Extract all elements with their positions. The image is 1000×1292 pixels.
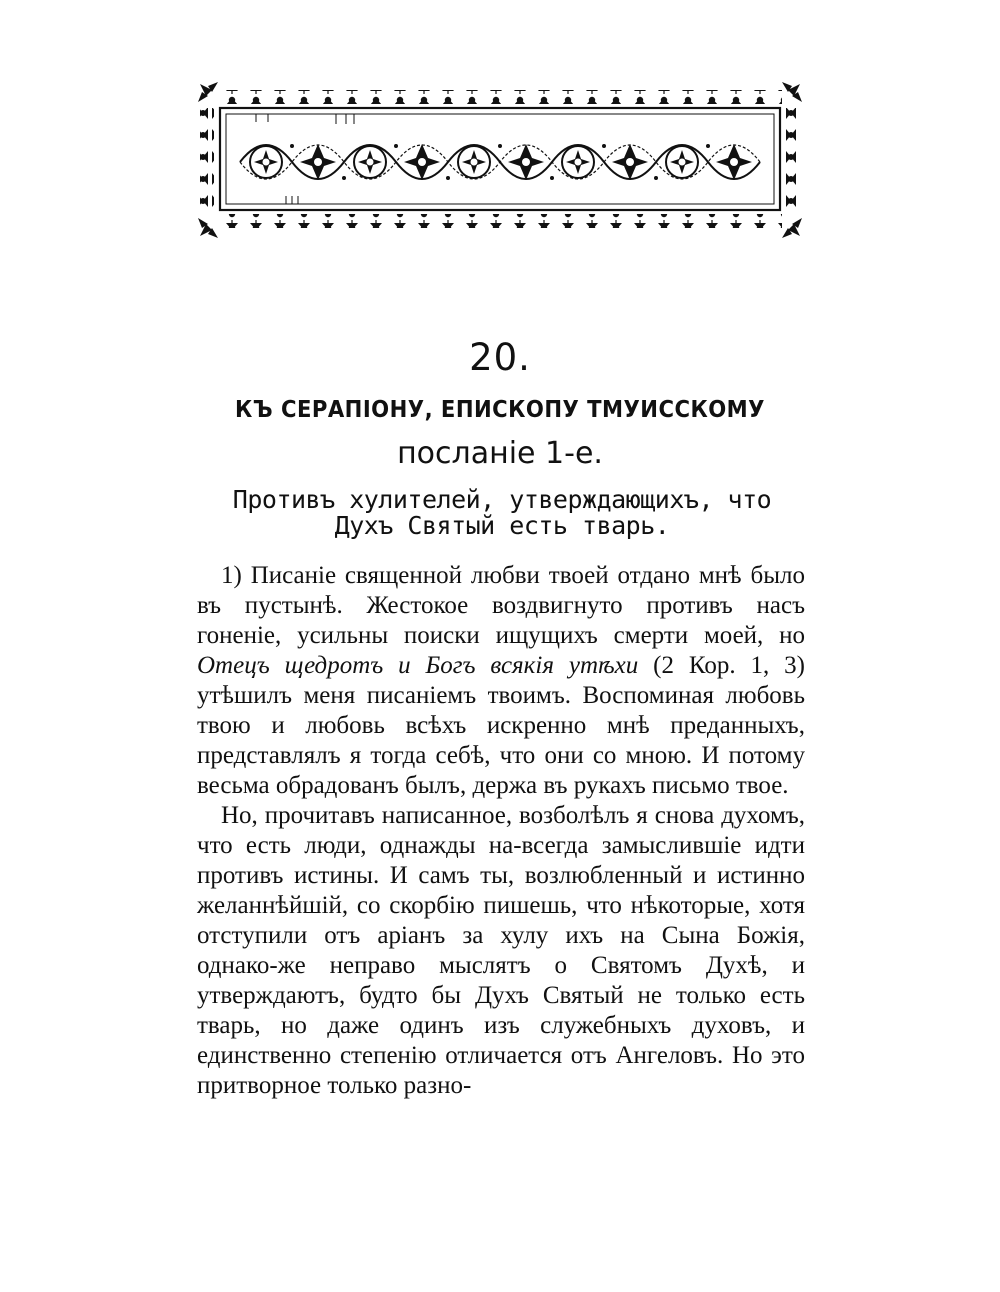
paragraph-1-text-b: (2 Кор. 1, 3) утѣшилъ меня писаніемъ твоимъ. Воспоминая любовь твою и любовь всѣхъ искренно мнѣ преданныхъ, представлялъ я тогда себѣ, что они со мною. И потому весьма обрадованъ былъ, держа въ рукахъ письмо твое. — [197, 652, 805, 799]
body-text — [197, 561, 805, 1101]
subtitle-line-2: Духъ Святый есть тварь. — [334, 511, 670, 540]
ornamental-headpiece — [196, 80, 804, 240]
paragraph-1 — [197, 561, 805, 801]
chapter-subtitle — [195, 487, 809, 539]
paragraph-1-text-a: 1) Писаніе священной любви твоей отдано мнѣ было въ пустынѣ. Жестокое воздвигнуто противъ насъ гоненіе, усильны поиски ищущихъ смерти моей, но — [197, 562, 805, 649]
chapter-number: 20. — [469, 336, 531, 379]
epistle-label: посланіе 1-е. — [397, 436, 603, 471]
subtitle-line-1: Противъ хулителей, утверждающихъ, что — [232, 485, 772, 514]
paragraph-2: Но, прочитавъ написанное, возболѣлъ я снова духомъ, что есть люди, однажды на-всегда замыслившіе идти противъ истины. И самъ ты, возлюбленный и истинно желаннѣйшій, со скорбію пишешь, что нѣкоторые, хотя отступили отъ аріанъ за хулу ихъ на Сына Божія, однако-же неправо мыслятъ о Святомъ Духѣ, и утверждаютъ, будто бы Духъ Святый не только есть тварь, но даже одинъ изъ служебныхъ духовъ, и единственно степенію отличается отъ Ангеловъ. Но это притворное только разно- — [197, 802, 805, 1099]
scripture-citation: Отецъ щедротъ и Богъ всякія утѣхи — [197, 652, 639, 679]
chapter-title: КЪ СЕРАПІОНУ, ЕПИСКОПУ ТМУИССКОМУ — [235, 397, 765, 423]
